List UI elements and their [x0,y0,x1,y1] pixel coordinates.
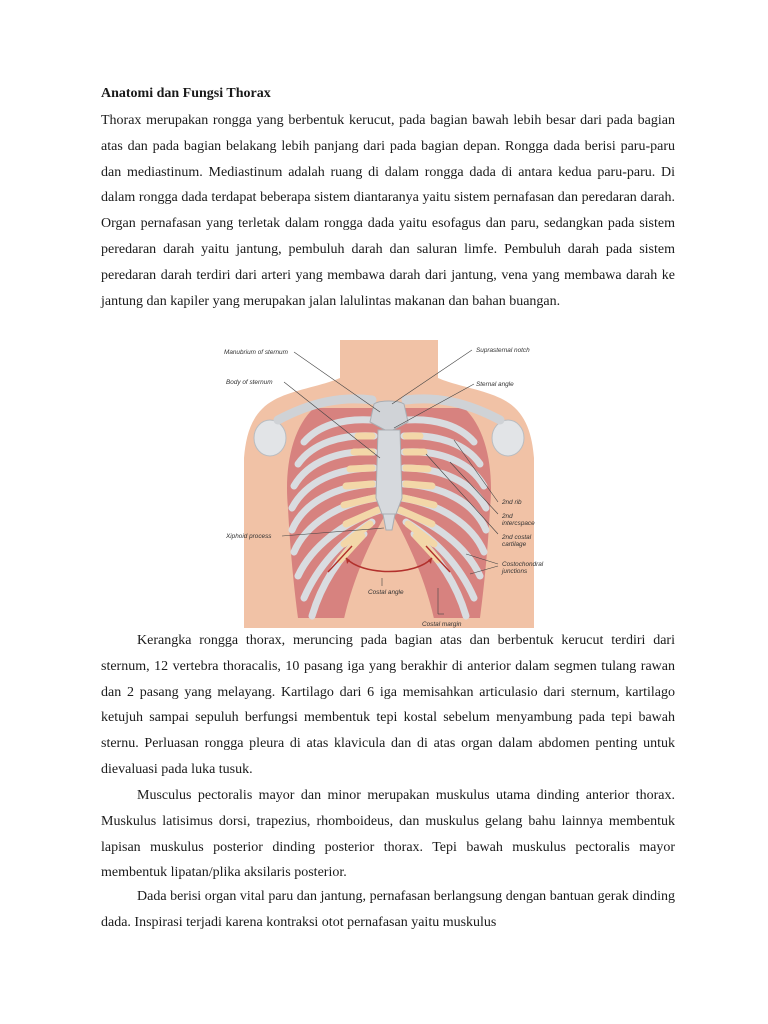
paragraph-1: Thorax merupakan rongga yang berbentuk kerucut, pada bagian bawah lebih besar dari pada bagian atas dan pada bagian belakang lebih panjang dari pada bagian depan. Rongga dada berisi paru-paru dan mediastinum. Mediastinum adalah ruang di dalam rongga dada di antara kedua paru-paru. Di dalam rongga dada terdapat beberapa sistem diantaranya yaitu sistem pernafasan dan peredaran darah. Organ pernafasan yang terletak dalam rongga dada yaitu esofagus dan paru, sedangkan pada sistem peredaran darah yaitu jantung, pembuluh darah dan saluran limfe. Pembuluh darah pada sistem peredaran darah terdiri dari arteri yang membawa darah dari jantung, vena yang membawa darah ke jantung dan kapiler yang merupakan jalan lalulintas makanan dan bahan buangan. [101,113,675,309]
label-costal-cartilage-1: 2nd costal [502,534,532,541]
left-humeral-head [254,420,286,456]
label-costal-margin: Costal margin [422,621,462,628]
sternum-body [376,430,402,514]
label-sternum-body: Body of sternum [226,379,273,386]
label-xiphoid-process: Xiphoid process [226,533,272,540]
label-suprasternal-notch: Suprasternal notch [476,347,530,354]
paragraph-4: Dada berisi organ vital paru dan jantung, pernafasan berlangsung dengan bantuan gerak dinding dada. Inspirasi terjadi karena kontraksi otot pernafasan yaitu muskulus [101,889,675,930]
right-humeral-head [492,420,524,456]
label-interspace-2: intercspace [502,520,535,527]
label-costal-cartilage-2: cartilage [502,541,527,548]
label-costochondral-1: Costochondral [502,561,544,568]
thorax-illustration [222,338,556,628]
paragraph-2: Kerangka rongga thorax, meruncing pada bagian atas dan berbentuk kerucut terdiri dari sternum, 12 vertebra thoracalis, 10 pasang iga yang berakhir di anterior dalam segmen tulang rawan dan 2 pasang yang melayang. Kartilago dari 6 iga memisahkan articulasio dari sternum, kartilago ketujuh sampai sepuluh berfungsi membentuk tepi kostal sebelum menyambung pada tepi bawah sternu. Perluasan rongga pleura di atas klavicula dan di atas organ dalam abdomen penting untuk dievaluasi pada luka tusuk. [101,633,675,777]
label-2nd-rib: 2nd rib [502,499,522,506]
label-manubrium: Manubrium of sternum [224,349,288,356]
label-costal-angle: Costal angle [368,589,404,596]
section-heading: Anatomi dan Fungsi Thorax [101,86,271,101]
paragraph-3: Musculus pectoralis mayor dan minor merupakan muskulus utama dinding anterior thorax. Muskulus latisimus dorsi, trapezius, rhomboideus, dan muskulus gelang bahu lainnya membentuk lapisan muskulus posterior dinding posterior thorax. Tepi bawah muskulus pectoralis mayor membentuk lipatan/plika aksilaris posterior. [101,788,675,881]
label-costochondral-2: junctions [502,568,528,575]
thorax-anatomy-figure [222,338,556,628]
label-sternal-angle: Sternal angle [476,381,514,388]
label-interspace-1: 2nd [502,513,513,520]
